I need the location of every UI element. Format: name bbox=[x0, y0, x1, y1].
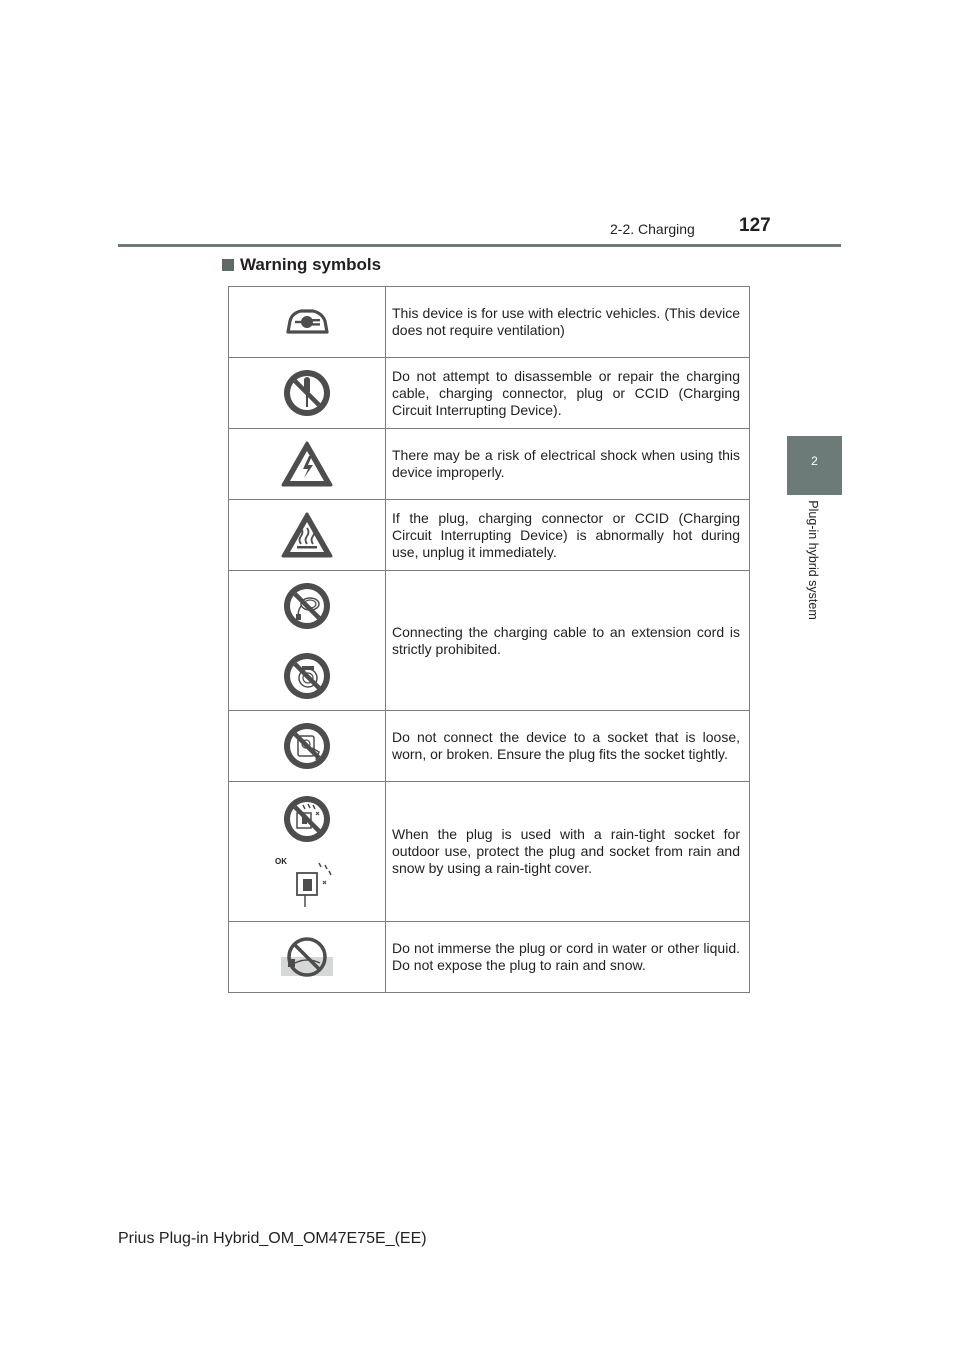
icon-cell bbox=[229, 571, 386, 711]
running-header-section: 2-2. Charging bbox=[610, 221, 695, 237]
section-heading bbox=[222, 255, 381, 275]
table-row bbox=[229, 711, 750, 782]
square-bullet-icon bbox=[222, 259, 234, 271]
warning-description: Connecting the charging cable to an extension cord is strictly prohibited. bbox=[386, 571, 750, 711]
electric-shock-warning-icon bbox=[280, 440, 334, 488]
icon-cell bbox=[229, 711, 386, 782]
table-row bbox=[229, 922, 750, 993]
no-loose-socket-icon bbox=[283, 722, 331, 770]
warning-symbols-table bbox=[228, 286, 750, 993]
icon-cell bbox=[229, 782, 386, 922]
icon-cell bbox=[229, 500, 386, 571]
no-uncovered-socket-in-rain-icon bbox=[283, 795, 331, 843]
icon-cell bbox=[229, 922, 386, 993]
chapter-number: 2 bbox=[811, 454, 818, 468]
icon-cell bbox=[229, 358, 386, 429]
table-row bbox=[229, 429, 750, 500]
table-row bbox=[229, 287, 750, 358]
no-screwdriver-disassembly-icon bbox=[283, 369, 331, 417]
no-immersion-in-water-icon bbox=[280, 937, 334, 977]
warning-description: Do not connect the device to a socket that is loose, worn, or broken. Ensure the plug fits the socket tightly. bbox=[386, 711, 750, 782]
header-rule bbox=[118, 244, 841, 247]
ok-label: OK bbox=[275, 856, 287, 866]
table-row bbox=[229, 571, 750, 711]
warning-description: This device is for use with electric vehicles. (This device does not require ventilation) bbox=[386, 287, 750, 358]
page-number: 127 bbox=[739, 215, 771, 236]
table-row bbox=[229, 782, 750, 922]
warning-description: There may be a risk of electrical shock when using this device improperly. bbox=[386, 429, 750, 500]
icon-cell bbox=[229, 429, 386, 500]
no-cord-reel-icon bbox=[283, 652, 331, 700]
document-footer: Prius Plug-in Hybrid_OM_OM47E75E_(EE) bbox=[118, 1230, 427, 1247]
rain-tight-cover-ok-icon bbox=[289, 857, 337, 909]
warning-description: Do not immerse the plug or cord in water or other liquid. Do not expose the plug to rain and snow. bbox=[386, 922, 750, 993]
no-extension-cord-icon bbox=[283, 582, 331, 630]
warning-description: If the plug, charging connector or CCID (Charging Circuit Interrupting Device) is abnormally hot during use, unplug it immediately. bbox=[386, 500, 750, 571]
hot-surface-warning-icon bbox=[280, 511, 334, 559]
chapter-title: Plug-in hybrid system bbox=[806, 500, 820, 620]
electric-vehicle-plug-icon bbox=[282, 306, 332, 338]
icon-cell bbox=[229, 287, 386, 358]
warning-description: When the plug is used with a rain-tight socket for outdoor use, protect the plug and socket from rain and snow by using a rain-tight cover. bbox=[386, 782, 750, 922]
warning-description: Do not attempt to disassemble or repair the charging cable, charging connector, plug or CCID (Charging Circuit Interrupting Device). bbox=[386, 358, 750, 429]
table-row bbox=[229, 358, 750, 429]
section-heading-text: Warning symbols bbox=[240, 255, 382, 274]
table-row bbox=[229, 500, 750, 571]
chapter-tab bbox=[787, 436, 842, 495]
